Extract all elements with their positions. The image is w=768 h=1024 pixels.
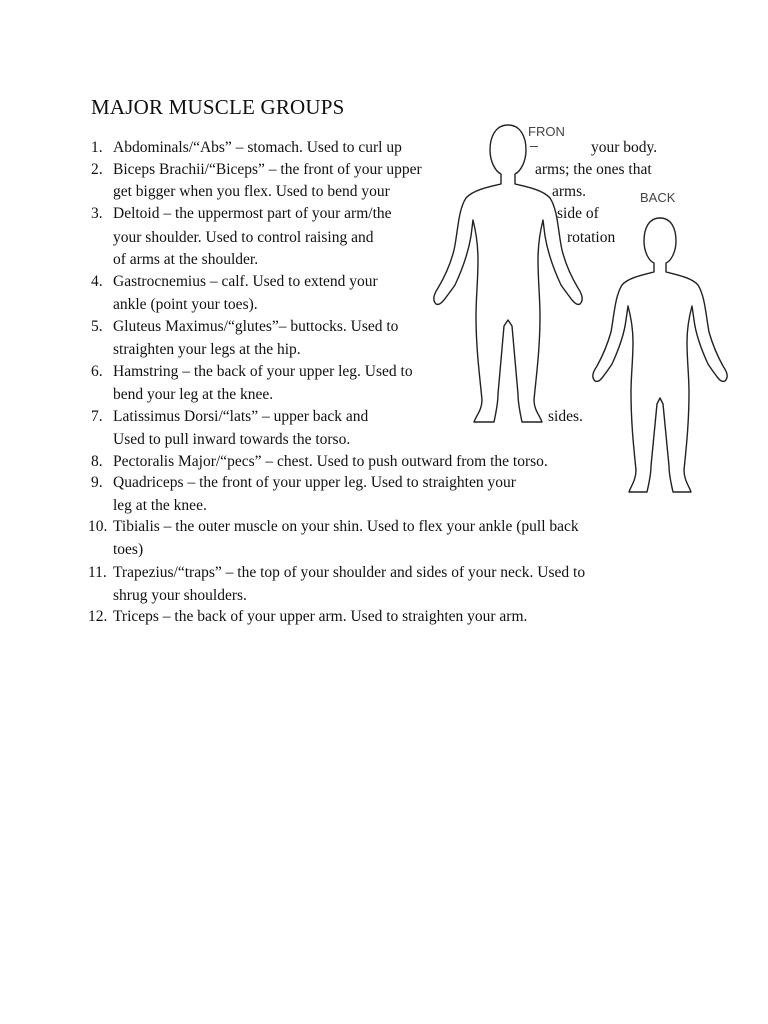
item-text-line: ankle (point your toes). [113, 296, 258, 313]
item-number: 1. [91, 139, 103, 156]
item-text-line: leg at the knee. [113, 497, 207, 514]
item-text-line: Trapezius/“traps” – the top of your shoulder and sides of your neck. Used to [113, 564, 586, 581]
item-text-line: shrug your shoulders. [113, 587, 247, 604]
item-number: 11. [88, 564, 107, 581]
item-text-line: your body. [591, 139, 658, 156]
back-figure-label: BACK [640, 190, 676, 205]
item-number: 8. [91, 453, 103, 470]
item-text-line: arms. [552, 183, 587, 200]
item-text-line: of arms at the shoulder. [113, 251, 259, 268]
item-number: 2. [91, 161, 103, 178]
item-text-line: arms; the ones that [535, 161, 652, 178]
item-text-line: Quadriceps – the front of your upper leg. Used to straighten your [113, 474, 516, 491]
item-number: 7. [91, 408, 103, 425]
item-text-line: Used to pull inward towards the torso. [113, 431, 351, 448]
item-text-line: Deltoid – the uppermost part of your arm/the [113, 205, 392, 222]
item-text-line: toes) [113, 541, 144, 558]
item-text-line: side of [557, 205, 599, 222]
item-text-line: Biceps Brachii/“Biceps” – the front of your upper [113, 161, 422, 178]
front-figure-label: FRON [528, 124, 565, 139]
item-text-line: sides. [548, 408, 583, 425]
human-body-front-icon [426, 120, 590, 430]
item-number: 4. [91, 273, 103, 290]
item-number: 3. [91, 205, 103, 222]
item-text-line: Latissimus Dorsi/“lats” – upper back and [113, 408, 369, 425]
item-number: 12. [88, 608, 108, 625]
item-number: 9. [91, 474, 103, 491]
item-text-line: your shoulder. Used to control raising and [113, 229, 374, 246]
item-text-line: straighten your legs at the hip. [113, 341, 301, 358]
item-text-line: rotation [567, 229, 616, 246]
item-text-line: Triceps – the back of your upper arm. Used to straighten your arm. [113, 608, 528, 625]
item-text-line: Hamstring – the back of your upper leg. Used to [113, 363, 413, 380]
item-text-line: Gluteus Maximus/“glutes”– buttocks. Used to [113, 318, 399, 335]
item-number: 5. [91, 318, 103, 335]
item-text-line: get bigger when you flex. Used to bend your [113, 183, 390, 200]
page-title: MAJOR MUSCLE GROUPS [91, 95, 345, 119]
item-text-line: Abdominals/“Abs” – stomach. Used to curl up [113, 139, 402, 156]
item-number: 6. [91, 363, 103, 380]
human-body-back-icon [588, 214, 732, 512]
item-text-line: Pectoralis Major/“pecs” – chest. Used to push outward from the torso. [113, 453, 548, 470]
item-text-line: Gastrocnemius – calf. Used to extend your [113, 273, 378, 290]
item-text-line: Tibialis – the outer muscle on your shin. Used to flex your ankle (pull back [113, 518, 579, 535]
item-text-line: bend your leg at the knee. [113, 386, 274, 403]
item-number: 10. [88, 518, 108, 535]
